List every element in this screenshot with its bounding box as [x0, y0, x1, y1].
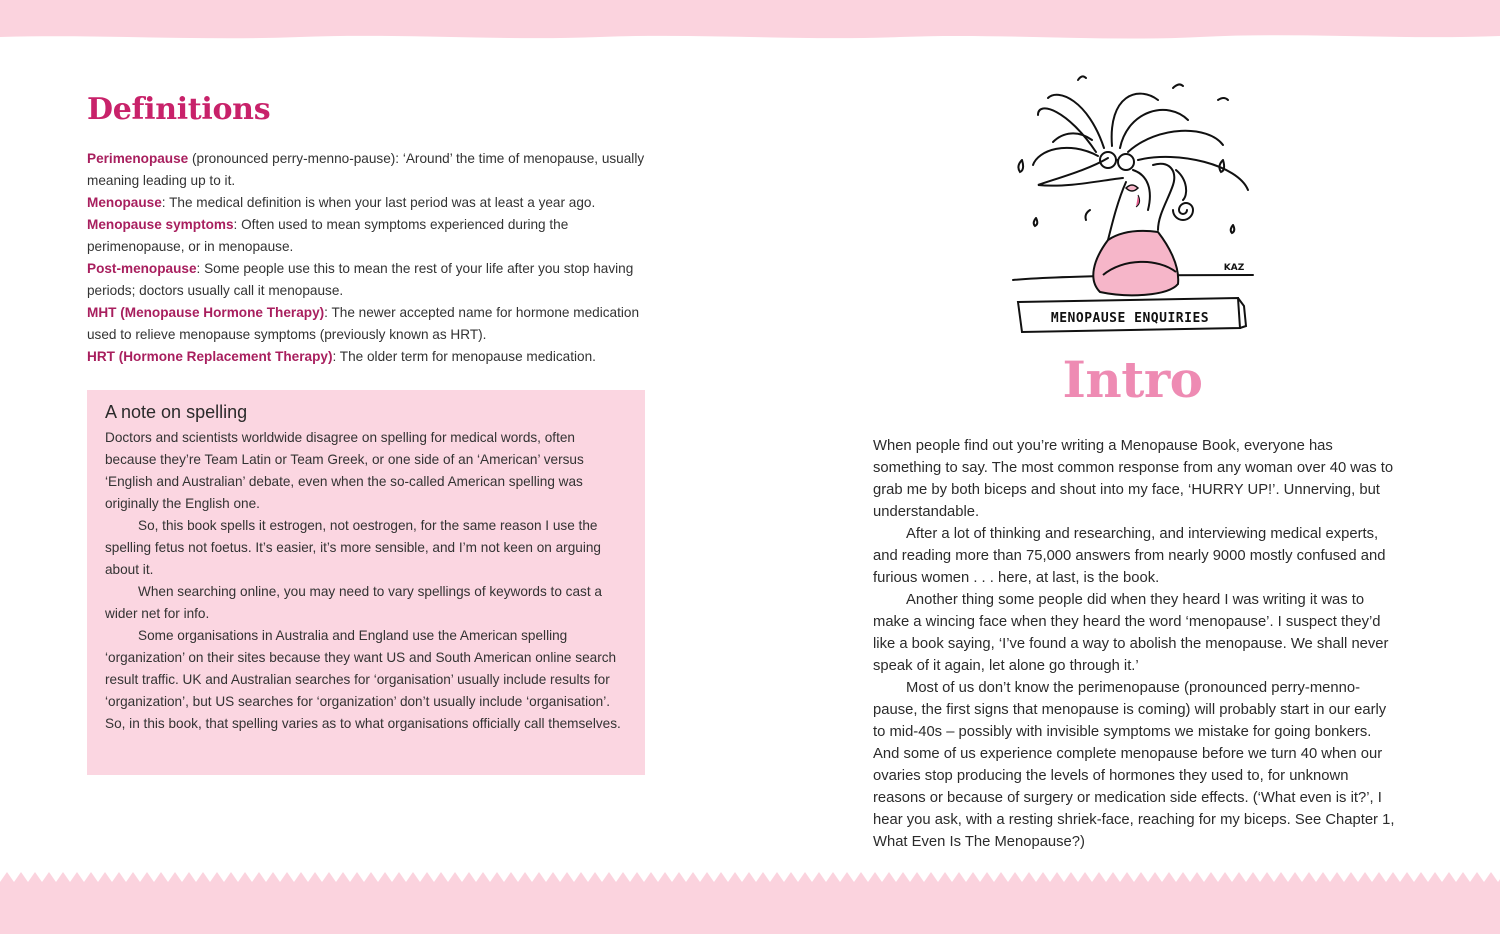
definition-term: Menopause symptoms — [87, 217, 234, 232]
definition-text: : The medical definition is when your last period was at least a year ago. — [161, 195, 596, 210]
bottom-zigzag-band — [0, 868, 1500, 934]
intro-body — [873, 435, 1398, 853]
definition-text: : The newer accepted name for hormone medication used to relieve menopause symptoms (previously known as HRT). — [87, 305, 640, 342]
definition-item — [87, 302, 647, 346]
note-paragraph: So, this book spells it estrogen, not oestrogen, for the same reason I use the spelling fetus not foetus. It’s easier, it’s more sensible, and I’m not keen on arguing about it. — [105, 518, 601, 577]
spelling-note-title: A note on spelling — [105, 402, 248, 422]
definition-item — [87, 148, 647, 192]
definition-text: : The older term for menopause medication. — [332, 349, 596, 364]
note-paragraph: Doctors and scientists worldwide disagree on spelling for medical words, often because they’re Team Latin or Team Greek, or one side of an ‘American’ versus ‘English and Australian’ debate, even when the so-called American spelling was originally the English one. — [105, 430, 584, 511]
definition-text: (pronounced perry-menno-pause): ‘Around’ the time of menopause, usually meaning leading up to it. — [87, 151, 645, 188]
note-paragraph: When searching online, you may need to vary spellings of keywords to cast a wider net for info. — [105, 584, 602, 621]
intro-paragraph: After a lot of thinking and researching, and interviewing medical experts, and reading more than 75,000 answers from nearly 9000 mostly confused and furious women . . . here, at last, is the book. — [873, 526, 1386, 586]
intro-paragraph: When people find out you’re writing a Menopause Book, everyone has something to say. The most common response from any woman over 40 was to grab me by both biceps and shout into my face, ‘HURRY UP!’. Unnerving, but understandable. — [873, 438, 1394, 520]
definition-text: : Some people use this to mean the rest of your life after you stop having periods; doctors usually call it menopause. — [87, 261, 634, 298]
definition-item — [87, 214, 647, 258]
definition-term: MHT (Menopause Hormone Therapy) — [87, 305, 325, 320]
definition-term: Menopause — [87, 195, 162, 210]
definitions-heading: Definitions — [87, 92, 271, 127]
definition-term: HRT (Hormone Replacement Therapy) — [87, 349, 333, 364]
note-paragraph: Some organisations in Australia and England use the American spelling ‘organization’ on their sites because they want US and South American online search result traffic. UK and Australian searches for ‘organisation’ usually include results for ‘organization’, but US searches for ‘organization’ don’t usually include ‘organisation’. So, in this book, that spelling varies as to what organisations officially call themselves. — [105, 628, 621, 731]
cartoon-signature: KAZ — [1223, 263, 1245, 273]
cartoon-sign-text: MENOPAUSE ENQUIRIES — [1050, 311, 1210, 326]
definition-term: Post-menopause — [87, 261, 197, 276]
spelling-note-box — [87, 390, 645, 775]
menopause-enquiries-cartoon — [1008, 70, 1268, 340]
intro-paragraph: Another thing some people did when they heard I was writing it was to make a wincing face when they heard the word ‘menopause’. I suspect they’d like a book saying, ‘I’ve found a way to abolish the menopause. We shall never speak of it again, let alone go through it.’ — [873, 592, 1389, 674]
definitions-list — [87, 148, 647, 368]
intro-heading: Intro — [1062, 350, 1203, 409]
definition-item — [87, 258, 647, 302]
definition-text: : Often used to mean symptoms experienced during the perimenopause, or in menopause. — [87, 217, 569, 254]
top-decorative-band — [0, 0, 1500, 42]
definition-term: Perimenopause — [87, 151, 189, 166]
intro-paragraph: Most of us don’t know the perimenopause (pronounced perry-menno-pause, the first signs that menopause is coming) will probably start in our early to mid-40s – possibly with invisible symptoms we mistake for going bonkers. And some of us experience complete menopause before we turn 40 when our ovaries stop producing the levels of hormones they used to, for unknown reasons or because of surgery or medication side effects. (‘What even is it?’, I hear you ask, with a resting shriek-face, reaching for my biceps. See Chapter 1, What Even Is The Menopause?) — [873, 680, 1395, 850]
definition-item — [87, 192, 647, 214]
